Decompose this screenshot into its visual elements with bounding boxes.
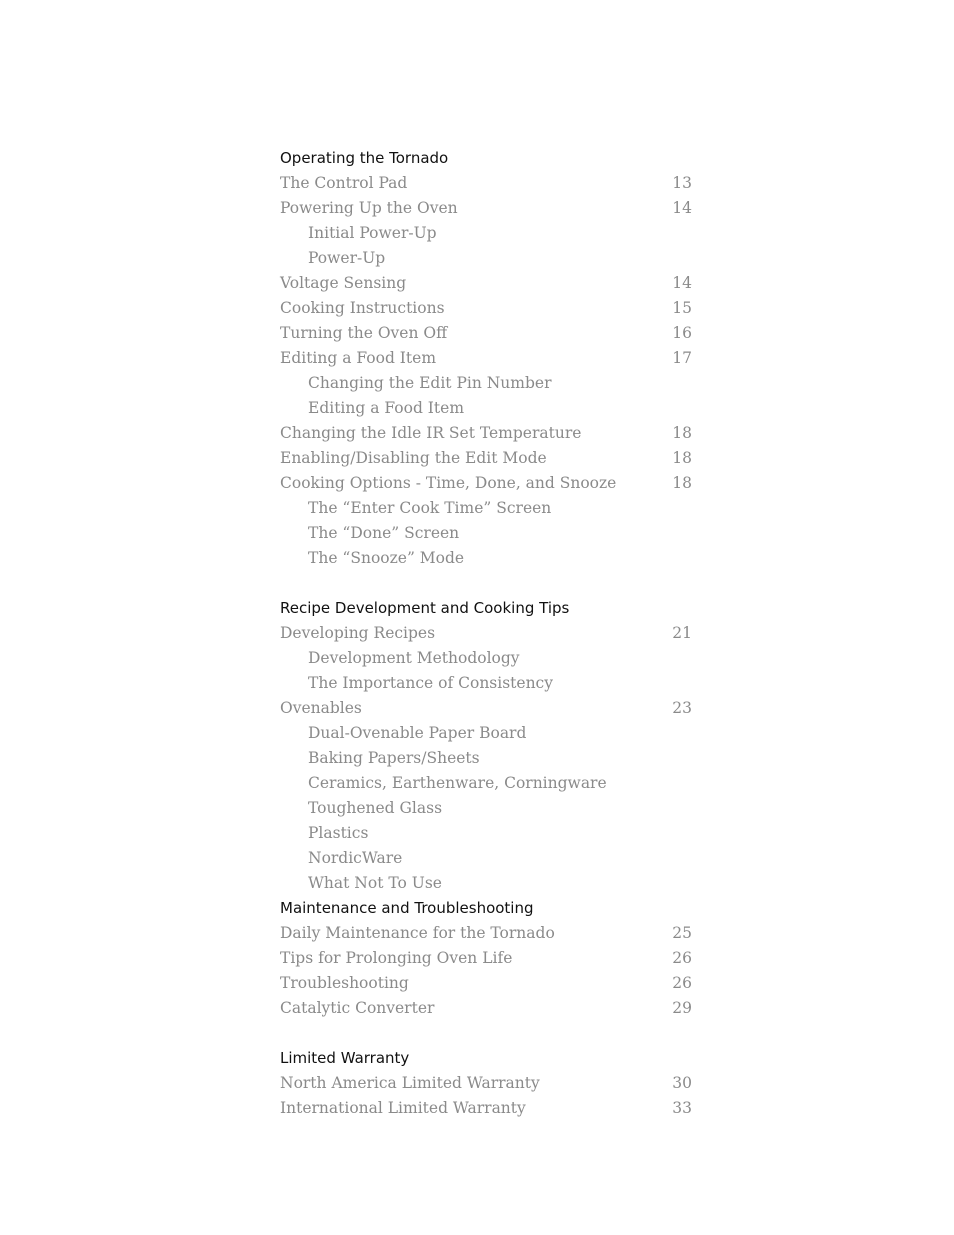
entry-label: What Not To Use <box>308 874 442 892</box>
entry-label: Developing Recipes <box>280 624 436 642</box>
entry-label: The “Done” Screen <box>308 524 460 542</box>
toc-entry[interactable] <box>280 621 692 646</box>
toc-entry[interactable] <box>280 421 692 446</box>
toc-entry[interactable] <box>280 921 692 946</box>
entry-page-number: 18 <box>672 424 692 442</box>
entry-label: Cooking Instructions <box>280 299 445 317</box>
table-of-contents <box>280 146 692 1121</box>
entry-label: Ceramics, Earthenware, Corningware <box>308 774 607 792</box>
entry-label: Editing a Food Item <box>280 349 437 367</box>
entry-label: Cooking Options - Time, Done, and Snooze <box>280 474 617 492</box>
entry-page-number: 26 <box>672 974 692 992</box>
toc-subentry[interactable] <box>280 821 692 846</box>
entry-page-number: 13 <box>672 174 692 192</box>
entry-page-number: 18 <box>672 474 692 492</box>
toc-subentry[interactable] <box>280 221 692 246</box>
entry-page-number: 26 <box>672 949 692 967</box>
toc-section-maintenance <box>280 896 692 1021</box>
entry-label: NordicWare <box>308 849 403 867</box>
toc-entry[interactable] <box>280 196 692 221</box>
entry-label: The “Enter Cook Time” Screen <box>308 499 552 517</box>
toc-entry[interactable] <box>280 321 692 346</box>
entry-label: Power-Up <box>308 249 386 267</box>
entry-label: Baking Papers/Sheets <box>308 749 480 767</box>
toc-subentry[interactable] <box>280 671 692 696</box>
toc-entry[interactable] <box>280 946 692 971</box>
entry-page-number: 15 <box>672 299 692 317</box>
entry-label: The Control Pad <box>280 174 408 192</box>
toc-section-operating <box>280 146 692 571</box>
toc-entry[interactable] <box>280 1071 692 1096</box>
entry-label: The “Snooze” Mode <box>308 549 465 567</box>
toc-subentry[interactable] <box>280 871 692 896</box>
toc-subentry[interactable] <box>280 771 692 796</box>
toc-section-warranty <box>280 1046 692 1121</box>
entry-page-number: 23 <box>672 699 692 717</box>
toc-subentry[interactable] <box>280 371 692 396</box>
entry-label: Enabling/Disabling the Edit Mode <box>280 449 547 467</box>
entry-page-number: 18 <box>672 449 692 467</box>
section-heading: Recipe Development and Cooking Tips <box>280 599 570 617</box>
section-spacer <box>280 571 692 596</box>
entry-label: Turning the Oven Off <box>280 324 448 342</box>
toc-entry[interactable] <box>280 471 692 496</box>
toc-subentry[interactable] <box>280 546 692 571</box>
entry-page-number: 25 <box>672 924 692 942</box>
toc-entry[interactable] <box>280 271 692 296</box>
entry-label: North America Limited Warranty <box>280 1074 540 1092</box>
entry-label: The Importance of Consistency <box>308 674 553 692</box>
entry-label: Ovenables <box>280 699 362 717</box>
entry-page-number: 14 <box>672 274 692 292</box>
entry-page-number: 30 <box>672 1074 692 1092</box>
entry-label: Changing the Idle IR Set Temperature <box>280 424 582 442</box>
toc-subentry[interactable] <box>280 496 692 521</box>
entry-page-number: 14 <box>672 199 692 217</box>
section-spacer <box>280 1021 692 1046</box>
entry-label: International Limited Warranty <box>280 1099 526 1117</box>
entry-label: Catalytic Converter <box>280 999 435 1017</box>
toc-entry[interactable] <box>280 1096 692 1121</box>
entry-label: Editing a Food Item <box>308 399 465 417</box>
toc-subentry[interactable] <box>280 646 692 671</box>
toc-subentry[interactable] <box>280 246 692 271</box>
toc-subentry[interactable] <box>280 721 692 746</box>
entry-label: Toughened Glass <box>308 799 443 817</box>
entry-label: Powering Up the Oven <box>280 199 458 217</box>
toc-entry[interactable] <box>280 296 692 321</box>
toc-entry[interactable] <box>280 346 692 371</box>
entry-label: Troubleshooting <box>280 974 409 992</box>
entry-label: Dual-Ovenable Paper Board <box>308 724 527 742</box>
entry-page-number: 17 <box>672 349 692 367</box>
toc-subentry[interactable] <box>280 521 692 546</box>
entry-label: Voltage Sensing <box>280 274 407 292</box>
entry-label: Initial Power-Up <box>308 224 437 242</box>
entry-page-number: 33 <box>672 1099 692 1117</box>
entry-label: Tips for Prolonging Oven Life <box>280 949 513 967</box>
toc-subentry[interactable] <box>280 796 692 821</box>
entry-label: Development Methodology <box>308 649 520 667</box>
toc-entry[interactable] <box>280 446 692 471</box>
entry-page-number: 16 <box>672 324 692 342</box>
toc-subentry[interactable] <box>280 396 692 421</box>
entry-label: Plastics <box>308 824 369 842</box>
entry-page-number: 21 <box>672 624 692 642</box>
toc-subentry[interactable] <box>280 846 692 871</box>
section-heading: Maintenance and Troubleshooting <box>280 899 534 917</box>
toc-entry[interactable] <box>280 696 692 721</box>
toc-subentry[interactable] <box>280 746 692 771</box>
entry-label: Changing the Edit Pin Number <box>308 374 552 392</box>
toc-section-recipe <box>280 596 692 896</box>
toc-entry[interactable] <box>280 996 692 1021</box>
toc-entry[interactable] <box>280 171 692 196</box>
section-heading: Operating the Tornado <box>280 149 449 167</box>
entry-page-number: 29 <box>672 999 692 1017</box>
entry-label: Daily Maintenance for the Tornado <box>280 924 555 942</box>
toc-entry[interactable] <box>280 971 692 996</box>
section-heading: Limited Warranty <box>280 1049 410 1067</box>
